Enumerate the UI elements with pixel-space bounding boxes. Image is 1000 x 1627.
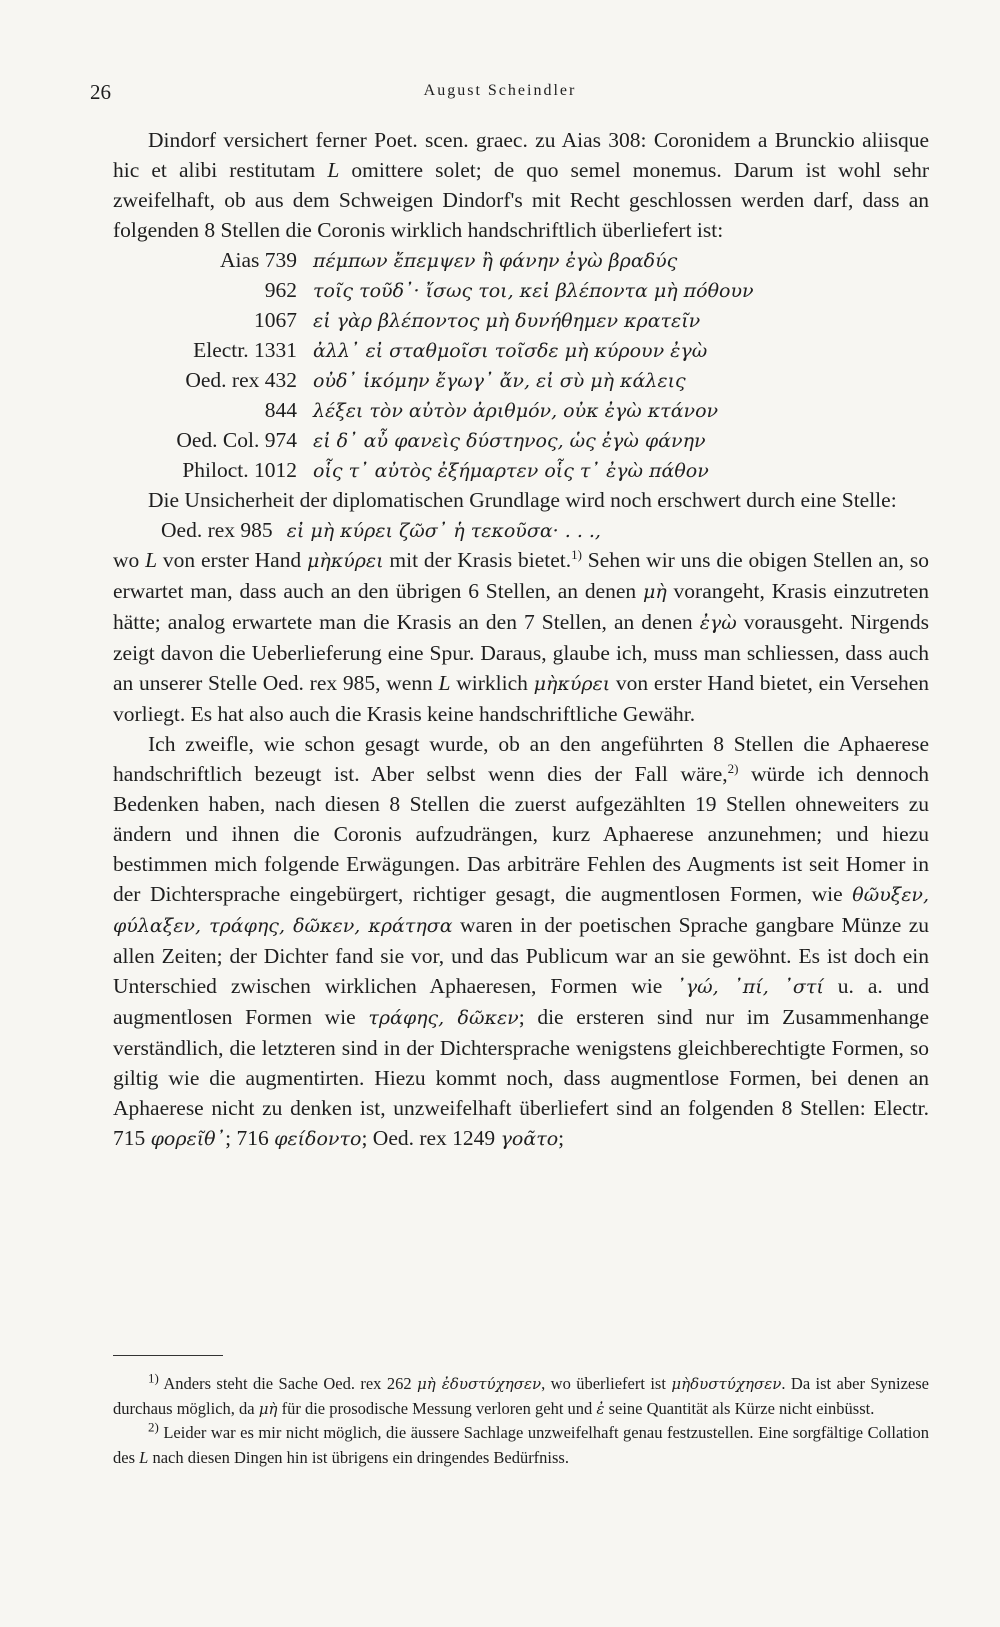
quotation-row bbox=[113, 335, 929, 365]
quotation-row bbox=[113, 245, 929, 275]
greek-word: ἐ bbox=[596, 1399, 605, 1418]
text-span: Anders steht die Sache Oed. rex 262 bbox=[158, 1374, 417, 1393]
footnote-divider bbox=[113, 1355, 223, 1356]
quotation-reference: Aias 739 bbox=[219, 248, 297, 272]
text-span: wirklich bbox=[450, 671, 534, 695]
quotation-reference: 844 bbox=[264, 398, 297, 422]
quotation-row bbox=[113, 425, 929, 455]
text-span: von erster Hand bietet, ein Versehen vorliegt. Es hat also auch die Krasis keine handschriftliche Gewähr. bbox=[113, 671, 929, 726]
inline-quotation bbox=[113, 515, 929, 545]
page-header bbox=[0, 80, 1000, 110]
text-span: nach diesen Dingen hin ist übrigens ein dringendes Bedürfniss. bbox=[148, 1447, 569, 1467]
footnotes bbox=[113, 1372, 929, 1470]
text-span: vorangeht, Krasis einzutreten hätte; analog erwartete man die Krasis an den 7 Stellen, an denen bbox=[113, 579, 929, 634]
quotation-list bbox=[113, 245, 929, 485]
text-span: Ich zweifle, wie schon gesagt wurde, ob an den angeführten 8 Stellen die Aphaerese handschriftlich bezeugt ist. Aber selbst wenn dies der Fall wäre, bbox=[113, 732, 929, 786]
quotation-row bbox=[113, 455, 929, 485]
text-span: von erster Hand bbox=[157, 548, 308, 572]
footnote-marker[interactable]: 1) bbox=[571, 546, 582, 562]
paragraph-4 bbox=[113, 729, 929, 1154]
footnote-marker[interactable]: 2) bbox=[727, 760, 739, 776]
text-span: Dindorf versichert ferner Poet. scen. graec. zu Aias 308: Coronidem a Brunckio aliisque hic et alibi restitutam bbox=[113, 128, 929, 182]
text-span: würde ich dennoch Bedenken haben, nach diesen 8 Stellen die zuerst aufgezählten 19 Stellen ohneweiters zu ändern und ihnen die Coronis aufzudrängen, kurz Aphaerese anzunehmen; und hiezu bestimmen mich folgende Erwägungen. Das arbiträre Fehlen des Augments ist seit Homer in der Dichtersprache eingebürgert, richtiger gesagt, die augmentlosen Formen, wie bbox=[113, 762, 929, 906]
greek-word: φείδοντο bbox=[274, 1128, 362, 1150]
greek-verse: εἰ δ᾽ αὖ φανεὶς δύστηνος, ὡς ἐγὼ φάνην bbox=[313, 430, 706, 452]
greek-verse: ἀλλ᾽ εἰ σταθμοῖσι τοῖσδε μὴ κύρουν ἐγὼ bbox=[313, 340, 708, 362]
greek-word: μὴ bbox=[643, 581, 667, 603]
quotation-row bbox=[113, 395, 929, 425]
greek-word: γοᾶτο bbox=[500, 1128, 559, 1150]
quotation-reference: Philoct. 1012 bbox=[182, 458, 297, 482]
quotation-reference: Oed. rex 432 bbox=[185, 368, 297, 392]
running-head: August Scheindler bbox=[423, 82, 577, 99]
greek-word: μὴκύρει bbox=[533, 673, 611, 695]
greek-verse: εἰ μὴ κύρει ζῶσ᾽ ἡ τεκοῦσα· . . ., bbox=[286, 520, 601, 542]
greek-word: μὴ ἐδυστύχησεν bbox=[417, 1375, 542, 1393]
paragraph-3 bbox=[113, 545, 929, 729]
greek-word: μὴ bbox=[258, 1399, 278, 1418]
text-span: wo bbox=[113, 548, 146, 572]
text-span: Leider war es mir nicht möglich, die äussere Sachlage unzweifelhaft genau festzustellen. Eine sorgfältige Collation des bbox=[113, 1423, 929, 1467]
text-span: . Da ist aber Synizese durchaus möglich, da bbox=[113, 1374, 929, 1418]
manuscript-siglum: L bbox=[438, 671, 451, 695]
greek-word: ἐγὼ bbox=[699, 612, 737, 634]
text-span: seine Quantität als Kürze nicht einbüsst. bbox=[604, 1398, 875, 1418]
text-span: ; bbox=[558, 1126, 565, 1150]
text-span: ; Oed. rex 1249 bbox=[361, 1126, 501, 1150]
greek-word: μὴδυστύχησεν bbox=[671, 1375, 782, 1393]
main-text bbox=[113, 125, 929, 1154]
greek-verse: τοῖς τοῦδ᾽· ἴσως τοι, κεἰ βλέποντα μὴ πόθουν bbox=[313, 280, 754, 302]
text-span: vorausgeht. Nirgends zeigt davon die Ueberlieferung eine Spur. Daraus, glaube ich, muss man schliessen, dass auch an unserer Stelle Oed. rex 985, wenn bbox=[113, 610, 929, 695]
greek-verse: οἷς τ᾽ αὐτὸς ἐξήμαρτεν οἷς τ᾽ ἐγὼ πάθον bbox=[313, 460, 709, 482]
quotation-reference: 1067 bbox=[254, 308, 297, 332]
footnote-marker: 2) bbox=[148, 1419, 159, 1435]
footnote-2 bbox=[113, 1421, 929, 1470]
greek-word: θῶυξεν, φύλαξεν, τράφης, δῶκεν, κράτησα bbox=[113, 884, 929, 937]
text-span: mit der Krasis bietet. bbox=[383, 548, 572, 572]
text-span: ; 716 bbox=[225, 1126, 275, 1150]
greek-word: φορεῖθ᾽ bbox=[150, 1128, 226, 1150]
text-span: waren in der poetischen Sprache gangbare Münze zu allen Zeiten; der Dichter fand sie vor, und das Publicum war an sie gewöhnt. Es ist doch ein Unterschied zwischen wirklichen Aphaeresen, Formen wie bbox=[113, 913, 929, 998]
manuscript-siglum: L bbox=[327, 158, 340, 182]
text-span: für die prosodische Messung verloren geht und bbox=[277, 1398, 597, 1418]
greek-verse: εἰ γὰρ βλέποντος μὴ δυνήθημεν κρατεῖν bbox=[313, 310, 701, 332]
text-span: Sehen wir uns die obigen Stellen an, so erwartet man, dass auch an den übrigen 6 Stellen, an denen bbox=[113, 548, 930, 603]
greek-word: ᾽γώ, ᾽πί, ᾽στί bbox=[676, 976, 824, 998]
quotation-row bbox=[113, 365, 929, 395]
paragraph-1 bbox=[113, 125, 929, 245]
page-number: 26 bbox=[90, 80, 111, 104]
quotation-row bbox=[113, 305, 929, 335]
quotation-row bbox=[113, 275, 929, 305]
manuscript-siglum: L bbox=[139, 1447, 149, 1467]
text-span: omittere solet; de quo semel monemus. Darum ist wohl sehr zweifelhaft, ob aus dem Schweigen Dindorf's mit Recht geschlossen werden darf, dass an folgenden 8 Stellen die Coronis wirklich handschriftlich überliefert ist: bbox=[113, 158, 929, 242]
greek-word: μὴκύρει bbox=[307, 550, 384, 572]
footnote-1 bbox=[113, 1372, 929, 1421]
manuscript-siglum: L bbox=[145, 548, 158, 572]
greek-verse: πέμπων ἔπεμψεν ἢ φάνην ἐγὼ βραδύς bbox=[313, 250, 678, 272]
quotation-reference: Electr. 1331 bbox=[193, 338, 297, 362]
paragraph-2: Die Unsicherheit der diplomatischen Grundlage wird noch erschwert durch eine Stelle: bbox=[148, 488, 897, 512]
footnote-marker: 1) bbox=[148, 1370, 159, 1386]
greek-word: τράφης, δῶκεν bbox=[368, 1007, 519, 1029]
text-span: , wo überliefert ist bbox=[541, 1374, 672, 1393]
quotation-reference: Oed. Col. 974 bbox=[176, 428, 297, 452]
quotation-reference: Oed. rex 985 bbox=[161, 518, 273, 542]
quotation-reference: 962 bbox=[264, 278, 297, 302]
text-span: u. a. und augmentlosen Formen wie bbox=[113, 974, 930, 1029]
text-span: ; die ersteren sind nur im Zusammenhange verständlich, die letzteren sind in der Dichtersprache wenigstens gleichberechtigte Formen, so giltig wie die augmentirten. Hiezu kommt noch, dass augmentlose Formen, bei denen an Aphaerese nicht zu denken ist, unzweifelhaft überliefert sind an folgenden 8 Stellen: Electr. 715 bbox=[113, 1005, 930, 1150]
greek-verse: λέξει τὸν αὐτὸν ἀριθμόν, οὐκ ἐγὼ κτάνον bbox=[313, 400, 719, 422]
greek-verse: οὐδ᾽ ἱκόμην ἔγωγ᾽ ἄν, εἰ σὺ μὴ κάλεις bbox=[313, 370, 686, 392]
